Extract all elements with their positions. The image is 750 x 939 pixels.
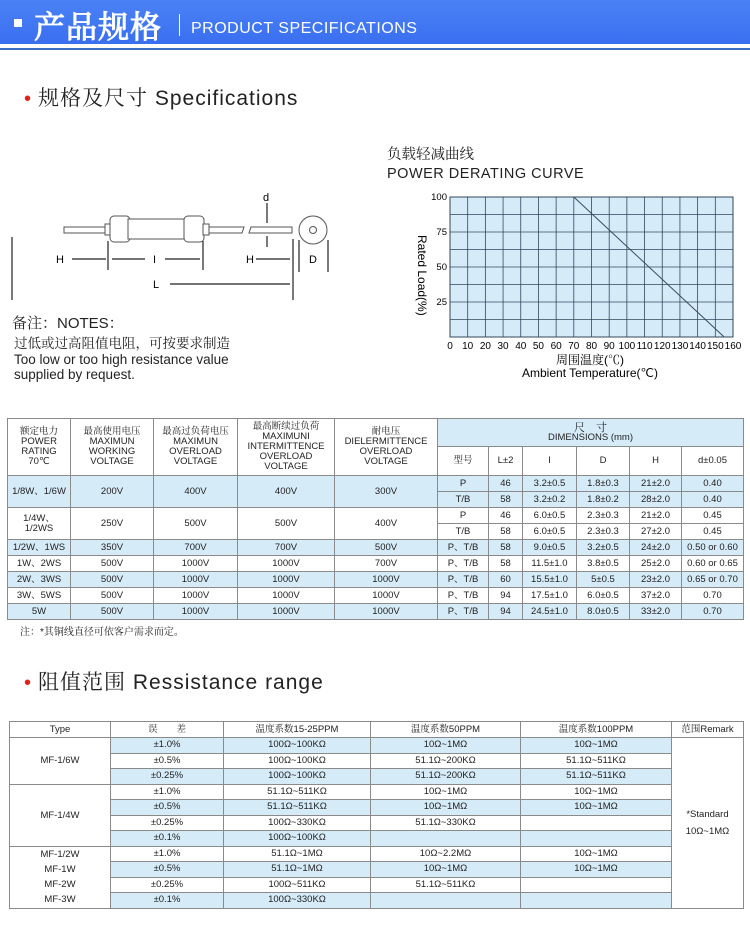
table-cell: 0.45	[682, 524, 744, 540]
table-row	[8, 604, 744, 620]
table-cell	[521, 877, 672, 893]
table-cell: 1000V	[335, 604, 438, 620]
table-cell: 21±2.0	[630, 508, 682, 524]
table-cell: P、T/B	[438, 604, 489, 620]
table-cell	[371, 893, 521, 909]
x-tick-label: 10	[462, 341, 474, 352]
table-row	[10, 893, 744, 909]
column-header: 最高断续过负荷 MAXIMUNI INTERMITTENCE OVERLOAD VOLTAGE	[238, 419, 335, 476]
chart-title: POWER DERATING CURVE	[387, 166, 585, 182]
column-header: 额定电力 POWER RATING 70℃	[8, 419, 71, 476]
table-cell: 9.0±0.5	[523, 540, 577, 556]
column-header: 最高过负荷电压 MAXIMUN OVERLOAD VOLTAGE	[154, 419, 238, 476]
column-header: 耐电压 DIELERMITTENCE OVERLOAD VOLTAGE	[335, 419, 438, 476]
column-header: D	[577, 447, 630, 476]
table-cell: 500V	[71, 588, 154, 604]
x-tick-label: 50	[532, 341, 544, 352]
table-cell: 300V	[335, 476, 438, 508]
table-cell: 58	[489, 492, 523, 508]
table-cell: ±0.25%	[111, 877, 224, 893]
x-tick-label: 40	[515, 341, 527, 352]
table-cell: 1000V	[335, 588, 438, 604]
column-header: 范围Remark	[672, 722, 744, 738]
column-header: 温度系数15-25PPM	[224, 722, 371, 738]
x-tick-label: 160	[724, 341, 742, 352]
type-cell: MF-1/2W MF-1W MF-2W MF-3W	[10, 846, 111, 908]
table-cell: ±0.5%	[111, 753, 224, 769]
notes-text	[14, 336, 230, 383]
notes-line: Too low or too high resistance value	[14, 351, 229, 367]
table-cell: ±1.0%	[111, 784, 224, 800]
table-cell: 51.1Ω~511KΩ	[521, 769, 672, 785]
table-row	[10, 784, 744, 800]
table-cell: 1W、2WS	[8, 556, 71, 572]
table-cell: 46	[489, 476, 523, 492]
x-tick-label: 20	[479, 341, 491, 352]
dimensions-header	[438, 419, 744, 447]
table-cell: 33±2.0	[630, 604, 682, 620]
section-title-resistance	[24, 666, 324, 696]
resistance-range-table	[9, 721, 744, 909]
table-cell: 500V	[154, 508, 238, 540]
header-text: 尺 寸	[574, 421, 607, 434]
column-header: I	[523, 447, 577, 476]
table-cell: 100Ω~100KΩ	[224, 769, 371, 785]
table-row	[10, 831, 744, 847]
y-tick-label: 75	[436, 227, 447, 238]
table-cell: ±0.5%	[111, 800, 224, 816]
table-cell: 1/2W、1WS	[8, 540, 71, 556]
bullet-icon: •	[24, 672, 33, 694]
x-tick-label: 60	[550, 341, 562, 352]
table-cell: 100Ω~100KΩ	[224, 831, 371, 847]
table-cell: ±0.1%	[111, 831, 224, 847]
x-tick-label: 30	[497, 341, 509, 352]
table-cell: 6.0±0.5	[523, 524, 577, 540]
bullet-icon: •	[24, 88, 33, 110]
table-row	[10, 862, 744, 878]
x-tick-label: 140	[689, 341, 706, 352]
table-row	[8, 476, 744, 492]
x-tick-label: 90	[603, 341, 615, 352]
table-cell: 350V	[71, 540, 154, 556]
table-cell: 2.3±0.3	[577, 524, 630, 540]
table-cell: 0.65 or 0.70	[682, 572, 744, 588]
table-cell: 51.1Ω~1MΩ	[224, 846, 371, 862]
column-header: d±0.05	[682, 447, 744, 476]
column-header: 型号	[438, 447, 489, 476]
x-tick-label: 120	[653, 341, 671, 352]
divider	[0, 48, 750, 50]
table-cell	[371, 831, 521, 847]
derating-chart	[400, 185, 745, 385]
remark-cell: *Standard 10Ω~1MΩ	[672, 738, 744, 909]
header-banner	[0, 0, 750, 44]
table-cell: 100Ω~100KΩ	[224, 753, 371, 769]
chart-title-cn: 负载轻减曲线	[387, 147, 474, 163]
y-axis-label: Rated Load(%)	[415, 235, 429, 316]
x-tick-label: 70	[568, 341, 580, 352]
table-cell: 0.40	[682, 492, 744, 508]
table-row	[10, 738, 744, 754]
table-cell: 1000V	[154, 572, 238, 588]
table-cell: 3.2±0.5	[577, 540, 630, 556]
table-cell: 100Ω~511KΩ	[224, 877, 371, 893]
table-cell: 5W	[8, 604, 71, 620]
table-cell: 37±2.0	[630, 588, 682, 604]
y-tick-label: 25	[436, 297, 447, 308]
table-cell: 1000V	[238, 572, 335, 588]
table-cell: ±0.25%	[111, 815, 224, 831]
table-cell: 94	[489, 588, 523, 604]
section-title-specifications	[24, 82, 298, 112]
table-cell: 11.5±1.0	[523, 556, 577, 572]
table-row	[10, 815, 744, 831]
table-cell: 0.70	[682, 588, 744, 604]
table-cell: 58	[489, 540, 523, 556]
table-cell: 100Ω~330KΩ	[224, 815, 371, 831]
type-cell: MF-1/4W	[10, 784, 111, 846]
y-tick-label: 100	[431, 192, 447, 203]
table-row	[10, 877, 744, 893]
table-cell: P、T/B	[438, 572, 489, 588]
label-l: L	[153, 279, 160, 291]
x-tick-label: 100	[618, 341, 636, 352]
table-cell: 58	[489, 556, 523, 572]
table-cell: T/B	[438, 524, 489, 540]
table-cell: P	[438, 508, 489, 524]
table-cell: 400V	[154, 476, 238, 508]
table-cell: ±0.25%	[111, 769, 224, 785]
table-cell: 51.1Ω~330KΩ	[371, 815, 521, 831]
table-cell: 500V	[71, 556, 154, 572]
banner-title-cn: 产品规格	[34, 10, 162, 46]
table-cell: 0.50 or 0.60	[682, 540, 744, 556]
table-cell: 10Ω~1MΩ	[371, 862, 521, 878]
table-row	[10, 800, 744, 816]
notes-line: supplied by request.	[14, 367, 135, 382]
table-cell: 23±2.0	[630, 572, 682, 588]
table-cell: ±1.0%	[111, 738, 224, 754]
table-cell: 1.8±0.2	[577, 492, 630, 508]
header-row	[8, 419, 744, 447]
column-header: Type	[10, 722, 111, 738]
table-cell: 28±2.0	[630, 492, 682, 508]
column-header: 最高使用电压 MAXIMUN WORKING VOLTAGE	[71, 419, 154, 476]
section-title-text: 阻值范围 Ressistance range	[38, 671, 324, 694]
table-row	[10, 753, 744, 769]
table-cell: 10Ω~1MΩ	[521, 784, 672, 800]
table-cell: 10Ω~1MΩ	[521, 862, 672, 878]
table-cell: 51.1Ω~511KΩ	[224, 784, 371, 800]
table-cell: 700V	[335, 556, 438, 572]
table-cell: T/B	[438, 492, 489, 508]
table-cell: 24.5±1.0	[523, 604, 577, 620]
x-tick-label: 130	[671, 341, 689, 352]
column-header: H	[630, 447, 682, 476]
table-cell: 1000V	[238, 588, 335, 604]
table-cell: 0.40	[682, 476, 744, 492]
table-cell: 1000V	[154, 604, 238, 620]
table-cell: 10Ω~1MΩ	[371, 784, 521, 800]
table-cell: 51.1Ω~511KΩ	[521, 753, 672, 769]
column-header: 温度系数50PPM	[371, 722, 521, 738]
table-cell: 10Ω~1MΩ	[371, 800, 521, 816]
table-cell: 700V	[238, 540, 335, 556]
table-cell: 400V	[238, 476, 335, 508]
table-cell: 24±2.0	[630, 540, 682, 556]
x-axis-label-cn: 周围温度(℃)	[556, 353, 624, 367]
table-cell: 25±2.0	[630, 556, 682, 572]
table-cell: 51.1Ω~1MΩ	[224, 862, 371, 878]
notes-heading: 备注：NOTES：	[12, 315, 124, 332]
table-cell: 100Ω~100KΩ	[224, 738, 371, 754]
x-axis-label: Ambient Temperature(℃)	[522, 366, 658, 380]
table-cell: 46	[489, 508, 523, 524]
table-cell: 94	[489, 604, 523, 620]
x-tick-label: 150	[706, 341, 724, 352]
table-row	[8, 572, 744, 588]
square-bullet-icon	[14, 19, 22, 27]
table-cell: 3.2±0.5	[523, 476, 577, 492]
table-cell: 500V	[71, 604, 154, 620]
table-cell: 10Ω~2.2MΩ	[371, 846, 521, 862]
label-h-right: H	[246, 254, 254, 266]
table-cell: 8.0±0.5	[577, 604, 630, 620]
specifications-table	[7, 418, 744, 620]
table-cell: 51.1Ω~200KΩ	[371, 769, 521, 785]
table-cell: P	[438, 476, 489, 492]
table-cell: 0.45	[682, 508, 744, 524]
table-cell: 6.0±0.5	[523, 508, 577, 524]
table-cell: 21±2.0	[630, 476, 682, 492]
table-cell: 51.1Ω~511KΩ	[371, 877, 521, 893]
table-cell: 17.5±1.0	[523, 588, 577, 604]
table-cell: 3.2±0.2	[523, 492, 577, 508]
table-cell: 1000V	[154, 556, 238, 572]
table-cell: 500V	[335, 540, 438, 556]
table-cell: 2W、3WS	[8, 572, 71, 588]
table-cell	[521, 831, 672, 847]
table-cell: 1/4W、 1/2WS	[8, 508, 71, 540]
label-i: I	[153, 254, 157, 266]
header-row	[10, 722, 744, 738]
label-d-lead: d	[263, 192, 270, 204]
table-cell: 500V	[71, 572, 154, 588]
label-h-left: H	[56, 254, 64, 266]
table-cell: 27±2.0	[630, 524, 682, 540]
table-cell: 100Ω~330KΩ	[224, 893, 371, 909]
table-cell: P、T/B	[438, 556, 489, 572]
table-cell: 60	[489, 572, 523, 588]
resistor-dimension-diagram	[0, 185, 370, 305]
label-d-diameter: D	[309, 254, 317, 266]
y-tick-label: 50	[436, 262, 447, 273]
type-cell: MF-1/6W	[10, 738, 111, 785]
table-cell: 5±0.5	[577, 572, 630, 588]
table-cell: 6.0±0.5	[577, 588, 630, 604]
table-row	[10, 769, 744, 785]
table-cell: 1.8±0.3	[577, 476, 630, 492]
table-row	[8, 508, 744, 524]
table-cell: 1000V	[335, 572, 438, 588]
x-tick-label: 0	[447, 341, 453, 352]
table-cell: 2.3±0.3	[577, 508, 630, 524]
table-row	[8, 540, 744, 556]
x-tick-label: 80	[585, 341, 598, 352]
table-row	[8, 588, 744, 604]
table-cell: 10Ω~1MΩ	[521, 800, 672, 816]
table-row	[10, 846, 744, 862]
notes-line: 过低或过高阻值电阻，可按要求制造	[14, 336, 230, 351]
table-row	[8, 556, 744, 572]
table-cell: ±1.0%	[111, 846, 224, 862]
table-cell: 250V	[71, 508, 154, 540]
table-cell	[521, 893, 672, 909]
column-header: 误 差	[111, 722, 224, 738]
table-note: 注：*其铜线直径可依客户需求而定。	[20, 627, 184, 638]
header-text: DIMENSIONS (mm)	[548, 431, 633, 443]
table-cell: 51.1Ω~511KΩ	[224, 800, 371, 816]
table-cell: 15.5±1.0	[523, 572, 577, 588]
table-cell: 1000V	[238, 556, 335, 572]
table-cell: 500V	[238, 508, 335, 540]
table-cell: 3.8±0.5	[577, 556, 630, 572]
table-cell: 1000V	[238, 604, 335, 620]
table-cell: 200V	[71, 476, 154, 508]
column-header: 温度系数100PPM	[521, 722, 672, 738]
table-cell: 0.60 or 0.65	[682, 556, 744, 572]
section-title-text: 规格及尺寸 Specifications	[38, 87, 299, 110]
table-cell: 0.70	[682, 604, 744, 620]
table-cell: ±0.5%	[111, 862, 224, 878]
table-cell: 51.1Ω~200KΩ	[371, 753, 521, 769]
table-cell: 58	[489, 524, 523, 540]
table-cell: 400V	[335, 508, 438, 540]
table-cell: 10Ω~1MΩ	[521, 846, 672, 862]
column-header: L±2	[489, 447, 523, 476]
table-cell	[521, 815, 672, 831]
banner-title-en: PRODUCT SPECIFICATIONS	[191, 20, 418, 37]
divider	[179, 14, 180, 36]
table-cell: 3W、5WS	[8, 588, 71, 604]
table-cell: ±0.1%	[111, 893, 224, 909]
table-cell: 10Ω~1MΩ	[371, 738, 521, 754]
table-cell: P、T/B	[438, 540, 489, 556]
table-cell: 1000V	[154, 588, 238, 604]
table-cell: 1/8W、1/6W	[8, 476, 71, 508]
table-cell: 700V	[154, 540, 238, 556]
x-tick-label: 110	[636, 341, 653, 352]
table-cell: P、T/B	[438, 588, 489, 604]
table-cell: 10Ω~1MΩ	[521, 738, 672, 754]
